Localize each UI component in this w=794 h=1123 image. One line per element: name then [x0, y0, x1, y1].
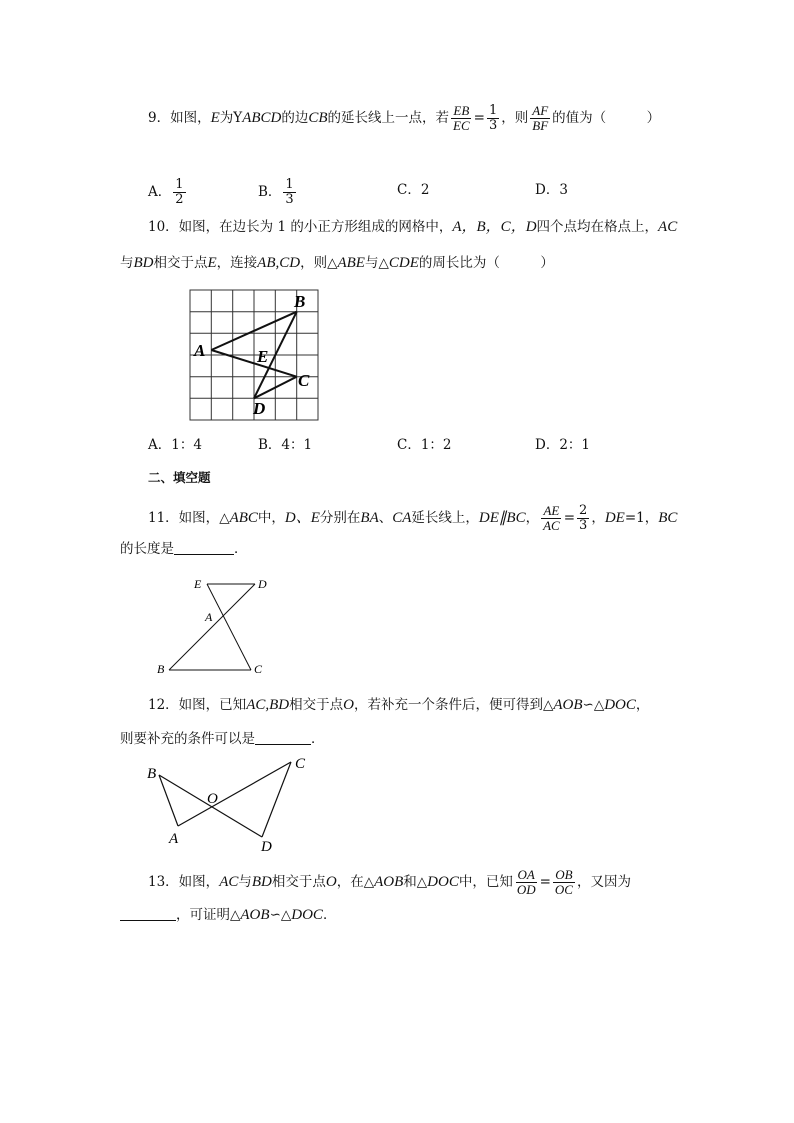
- q10-option-c[interactable]: C．1：2: [397, 437, 452, 453]
- q13-fraction-oa-od: $\frac{OA}{OD}$: [516, 867, 536, 897]
- q9-fraction-one-third: $\frac{1}{3}$: [488, 103, 498, 133]
- q11-segment-db: [169, 584, 255, 670]
- q11-label-d: D: [258, 577, 267, 591]
- q9-fraction-af-bf: $\frac{AF}{BF}$: [532, 103, 549, 133]
- q10-label-d: D: [253, 399, 266, 418]
- q11-stem-line1: 11．如图，△ABC中，D、E分别在BA、CA延长线上，DE∥BC， $\frac{AE}{AC}$ = $\frac{2}{3}$ ，DE=1，BC: [148, 503, 678, 533]
- q12-segment-cd: [262, 762, 291, 837]
- q9-option-b-fraction: $\frac{1}{3}$: [285, 177, 294, 207]
- q12-segment-ac: [178, 762, 291, 826]
- q9-fraction-eb-ec: $\frac{EB}{EC}$: [453, 103, 470, 133]
- q10-grid-figure: [190, 290, 320, 422]
- q12-label-a: A: [169, 831, 179, 847]
- q10-stem-line2: 与BD相交于点E，连接AB,CD，则△ABE与△CDE的周长比为（ ）: [120, 255, 554, 271]
- q9-option-a-fraction: $\frac{1}{2}$: [175, 177, 184, 207]
- q10-label-b: B: [294, 292, 306, 311]
- q11-segment-ec: [207, 584, 251, 670]
- q12-segment-ba: [159, 775, 178, 826]
- q11-stem-line2: 的长度是 ．: [120, 541, 248, 557]
- q10-option-d[interactable]: D．2：1: [535, 437, 591, 453]
- q12-figure: [145, 752, 325, 855]
- q11-fraction-ae-ac: $\frac{AE}{AC}$: [543, 503, 560, 533]
- q12-label-b: B: [147, 766, 157, 782]
- q12-stem-line2: 则要补充的条件可以是 ．: [120, 731, 325, 747]
- q11-figure: [155, 576, 275, 676]
- q10-label-c: C: [298, 371, 310, 390]
- q11-fraction-two-thirds: $\frac{2}{3}$: [579, 503, 588, 533]
- q10-label-a: A: [194, 341, 206, 360]
- q10-option-a[interactable]: A．1：4: [148, 437, 202, 453]
- q9-option-a[interactable]: A． $\frac{1}{2}$: [148, 177, 184, 207]
- q12-answer-blank[interactable]: [255, 730, 311, 745]
- q11-label-b: B: [157, 662, 165, 676]
- q11-answer-blank[interactable]: [174, 540, 234, 555]
- q10-label-e: E: [257, 347, 269, 366]
- q10-stem-line1: 10．如图，在边长为 1 的小正方形组成的网格中，A，B，C，D四个点均在格点上，AC: [148, 219, 678, 235]
- q13-stem-line1: 13．如图，AC与BD相交于点O，在△AOB和△DOC中，已知 $\frac{OA}{OD}$ = $\frac{OB}{OC}$ ，又因为: [148, 867, 631, 897]
- q9-option-b[interactable]: B． $\frac{1}{3}$: [258, 177, 294, 207]
- q12-stem-line1: 12．如图，已知AC,BD相交于点O，若补充一个条件后，便可得到△AOB∽△DOC，: [148, 697, 650, 713]
- q9-option-c[interactable]: C．2: [397, 182, 430, 198]
- q12-label-o: O: [207, 791, 218, 807]
- q13-stem-line2: ，可证明△AOB∽△DOC．: [120, 906, 336, 924]
- q13-answer-blank[interactable]: [120, 906, 176, 921]
- q9-option-d[interactable]: D．3: [535, 182, 568, 198]
- q11-label-c: C: [254, 662, 263, 676]
- q11-label-a: A: [205, 610, 213, 624]
- q10-option-b[interactable]: B．4：1: [258, 437, 313, 453]
- q11-label-e: E: [194, 577, 202, 591]
- q12-label-d: D: [261, 839, 272, 855]
- q13-fraction-ob-oc: $\frac{OB}{OC}$: [554, 867, 573, 897]
- q9-stem: 9．如图，E为YABCD的边CB的延长线上一点，若 $\frac{EB}{EC}$ = $\frac{1}{3}$ ，则 $\frac{AF}{BF}$ 的值为（ ）: [148, 103, 661, 133]
- q12-label-c: C: [295, 756, 306, 772]
- section-title-fill-in: 二、填空题: [148, 470, 211, 485]
